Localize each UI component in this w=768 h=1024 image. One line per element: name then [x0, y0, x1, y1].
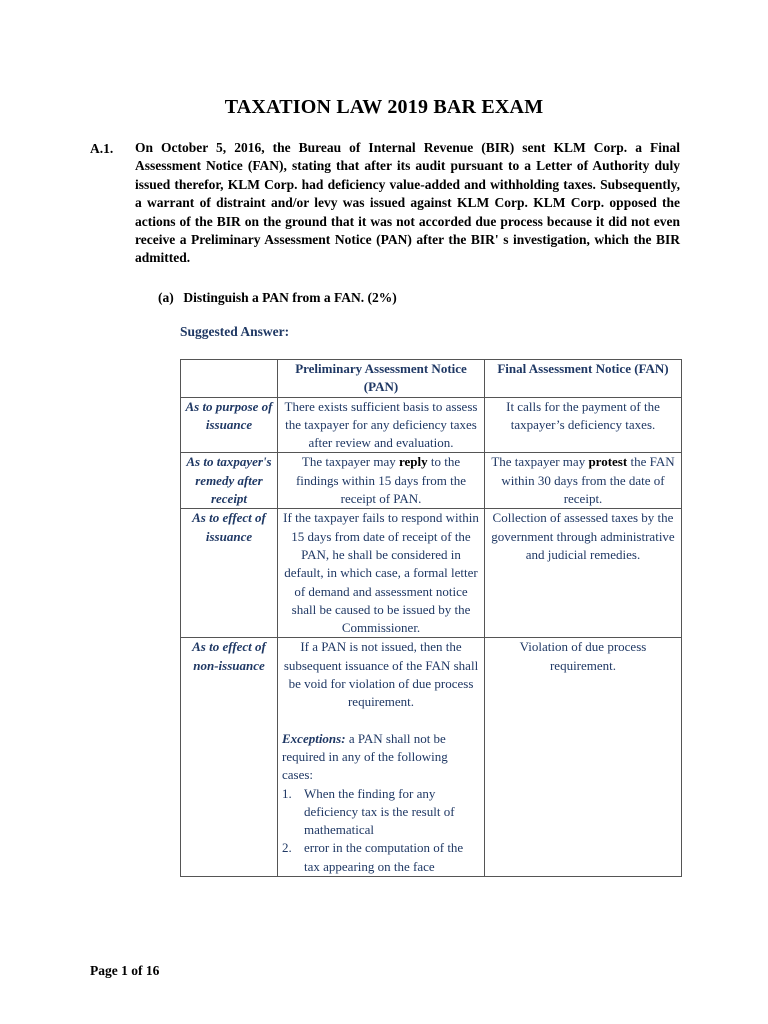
header-pan: Preliminary Assessment Notice (PAN) — [278, 360, 485, 398]
list-item-number: 1. — [282, 785, 292, 801]
fan-text-bold: protest — [588, 454, 628, 470]
fan-cell: Collection of assessed taxes by the government through administrative and judicial remedies. — [485, 509, 682, 638]
pan-text-bold: reply — [398, 454, 428, 470]
comparison-table — [180, 359, 682, 877]
fan-cell — [485, 453, 682, 509]
row-label: As to purpose of issuance — [181, 397, 278, 453]
exceptions-paragraph — [282, 730, 480, 785]
list-item-text: error in the computation of the tax appearing on the face — [304, 840, 464, 874]
pan-cell — [278, 638, 485, 877]
pan-non-issuance-text: If a PAN is not issued, then the subsequent issuance of the FAN shall be void for violation of due process requirement. — [283, 639, 479, 710]
pan-text-pre: The taxpayer may — [301, 454, 399, 470]
exceptions-label: Exceptions: — [282, 730, 346, 746]
list-item — [282, 785, 480, 840]
sub-question — [158, 290, 397, 306]
sub-question-letter: (a) — [158, 290, 174, 305]
fan-text-post: the FAN within 30 days from the date of receipt. — [501, 454, 675, 507]
fan-cell: It calls for the payment of the taxpayer’s deficiency taxes. — [485, 397, 682, 453]
list-item-text: When the finding for any deficiency tax is the result of mathematical — [304, 785, 455, 838]
pan-cell: There exists sufficient basis to assess the taxpayer for any deficiency taxes after review and evaluation. — [278, 397, 485, 453]
table-row — [181, 638, 682, 877]
header-fan: Final Assessment Notice (FAN) — [485, 360, 682, 398]
exceptions-text: a PAN shall not be required in any of the following cases: — [282, 730, 448, 783]
document-title: TAXATION LAW 2019 BAR EXAM — [224, 96, 544, 118]
table-row — [181, 509, 682, 638]
question-text: On October 5, 2016, the Bureau of Internal Revenue (BIR) sent KLM Corp. a Final Assessment Notice (FAN), stating that after its audit pursuant to a Letter of Authority duly issued therefor, KLM Corp. had deficiency value-added and withholding taxes. Subsequently, a warrant of distraint and/or levy was issued against KLM Corp. KLM Corp. opposed the actions of the BIR on the ground that it was not accorded due process because it did not even receive a Preliminary Assessment Notice (PAN) after the BIR' s investigation, which the BIR admitted. — [135, 140, 680, 266]
fan-cell: Violation of due process requirement. — [485, 638, 682, 877]
list-item-number: 2. — [282, 840, 292, 856]
sub-question-text: Distinguish a PAN from a FAN. (2%) — [183, 290, 397, 305]
pan-text-post: to the findings within 15 days from the receipt of PAN. — [295, 454, 467, 507]
pan-cell: If the taxpayer fails to respond within 15 days from date of receipt of the PAN, he shall be considered in default, in which case, a formal letter of demand and assessment notice shall be caused to be issued by the Commissioner. — [278, 509, 485, 638]
list-item — [282, 839, 480, 876]
pan-cell — [278, 453, 485, 509]
table-header-row — [181, 360, 682, 398]
fan-text-pre: The taxpayer may — [491, 454, 589, 470]
table-row — [181, 397, 682, 453]
row-label: As to effect of non-issuance — [181, 638, 278, 877]
table-row — [181, 453, 682, 509]
header-empty-cell — [181, 360, 278, 398]
question-number: A.1. — [90, 141, 114, 156]
exceptions-list — [282, 785, 480, 876]
row-label: As to effect of issuance — [181, 509, 278, 638]
suggested-answer-label: Suggested Answer: — [180, 324, 290, 339]
page-number: Page 1 of 16 — [90, 963, 160, 978]
row-label: As to taxpayer's remedy after receipt — [181, 453, 278, 509]
